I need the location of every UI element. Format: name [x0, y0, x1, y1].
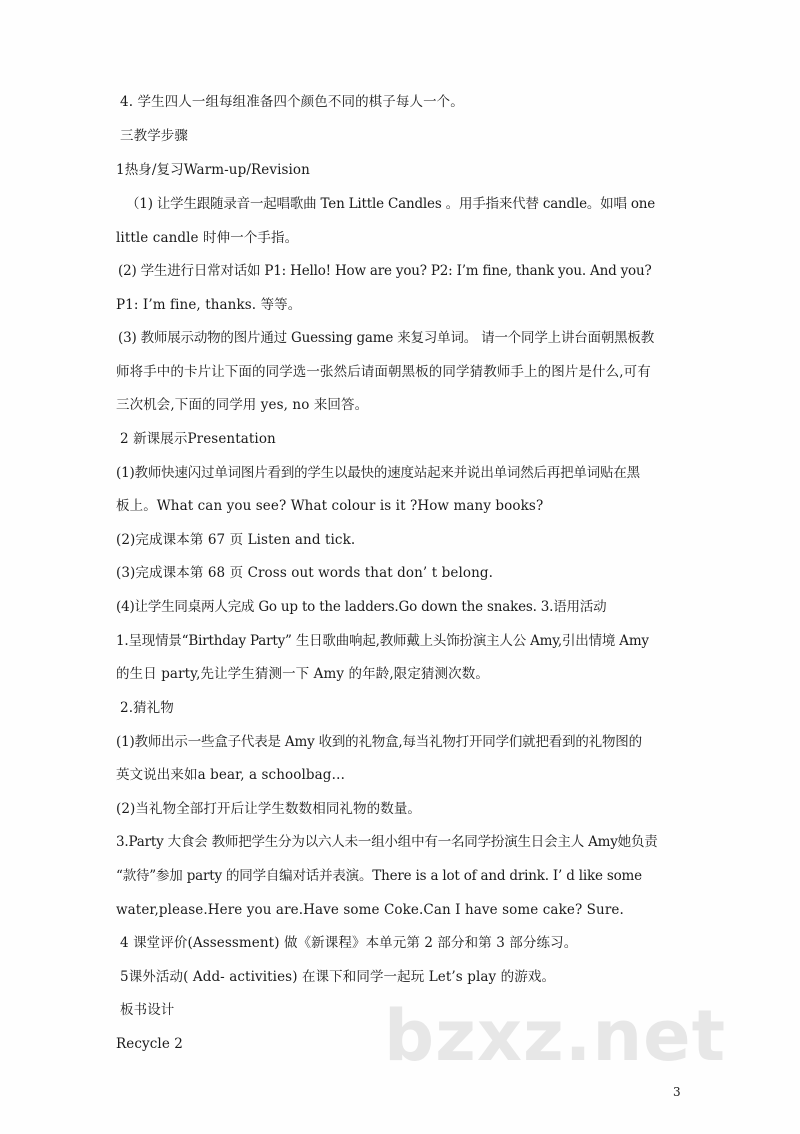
- materials-item-4: 4. 学生四人一组每组准备四个颜色不同的棋子每人一个。: [120, 94, 464, 110]
- activity-3-line-3: water,please.Here you are.Have some Coke.Can I have some cake? Sure.: [116, 902, 624, 918]
- step-1-item-2-line-1: (2) 学生进行日常对话如 P1: Hello! How are you? P2: I’m fine, thank you. And you?: [118, 263, 652, 279]
- activity-2-item-2: (2)当礼物全部打开后让学生数数相同礼物的数量。: [116, 801, 422, 817]
- step-2-item-4: (4)让学生同桌两人完成 Go up to the ladders.Go down the snakes. 3.语用活动: [116, 599, 607, 615]
- step-2-heading: 2 新课展示Presentation: [120, 431, 276, 447]
- activity-1-line-1: 1.呈现情景“Birthday Party” 生日歌曲响起,教师戴上头饰扮演主人公 Amy,引出情境 Amy: [116, 633, 649, 649]
- board-design-title: Recycle 2: [116, 1036, 183, 1052]
- step-1-item-1-line-2: little candle 时伸一个手指。: [116, 230, 299, 246]
- section-heading-teaching-steps: 三教学步骤: [120, 128, 188, 144]
- activity-3-line-1: 3.Party 大食会 教师把学生分为以六人未一组小组中有一名同学扮演生日会主人 Amy她负责: [116, 834, 658, 850]
- step-1-heading: 1热身/复习Warm-up/Revision: [116, 162, 310, 178]
- step-2-item-3: (3)完成课本第 68 页 Cross out words that don’ t belong.: [116, 565, 494, 581]
- step-1-item-3-line-3: 三次机会,下面的同学用 yes, no 来回答。: [116, 397, 369, 413]
- activity-2-item-1-line-2: 英文说出来如a bear, a schoolbag…: [116, 767, 346, 783]
- activity-3-line-2: “款待”参加 party 的同学自编对话并表演。There is a lot of and drink. I’ d like some: [116, 868, 642, 884]
- step-5-activities: 5课外活动( Add- activities) 在课下和同学一起玩 Let’s play 的游戏。: [120, 969, 556, 985]
- activity-2-item-1-line-1: (1)教师出示一些盒子代表是 Amy 收到的礼物盒,每当礼物打开同学们就把看到的礼物图的: [116, 734, 642, 750]
- watermark: bzxz.net: [384, 995, 727, 1077]
- page-number: 3: [673, 1085, 681, 1099]
- step-4-assessment: 4 课堂评价(Assessment) 做《新课程》本单元第 2 部分和第 3 部分练习。: [120, 935, 578, 951]
- step-2-item-1-line-1: (1)教师快速闪过单词图片看到的学生以最快的速度站起来并说出单词然后再把单词贴在黑: [116, 465, 640, 481]
- step-1-item-1-line-1: （1) 让学生跟随录音一起唱歌曲 Ten Little Candles 。用手指来代替 candle。如唱 one: [126, 196, 656, 212]
- step-2-item-1-line-2: 板上。What can you see? What colour is it ?How many books?: [116, 498, 544, 514]
- step-1-item-3-line-2: 师将手中的卡片让下面的同学选一张然后请面朝黑板的同学猜教师手上的图片是什么,可有: [116, 364, 651, 380]
- step-1-item-3-line-1: (3) 教师展示动物的图片通过 Guessing game 来复习单词。 请一个同学上讲台面朝黑板教: [118, 330, 655, 346]
- activity-1-line-2: 的生日 party,先让学生猜测一下 Amy 的年龄,限定猜测次数。: [116, 666, 489, 682]
- step-1-item-2-line-2: P1: I’m fine, thanks. 等等。: [116, 297, 302, 313]
- activity-2-heading: 2.猜礼物: [120, 700, 174, 716]
- board-design-heading: 板书设计: [120, 1002, 175, 1018]
- step-2-item-2: (2)完成课本第 67 页 Listen and tick.: [116, 532, 356, 548]
